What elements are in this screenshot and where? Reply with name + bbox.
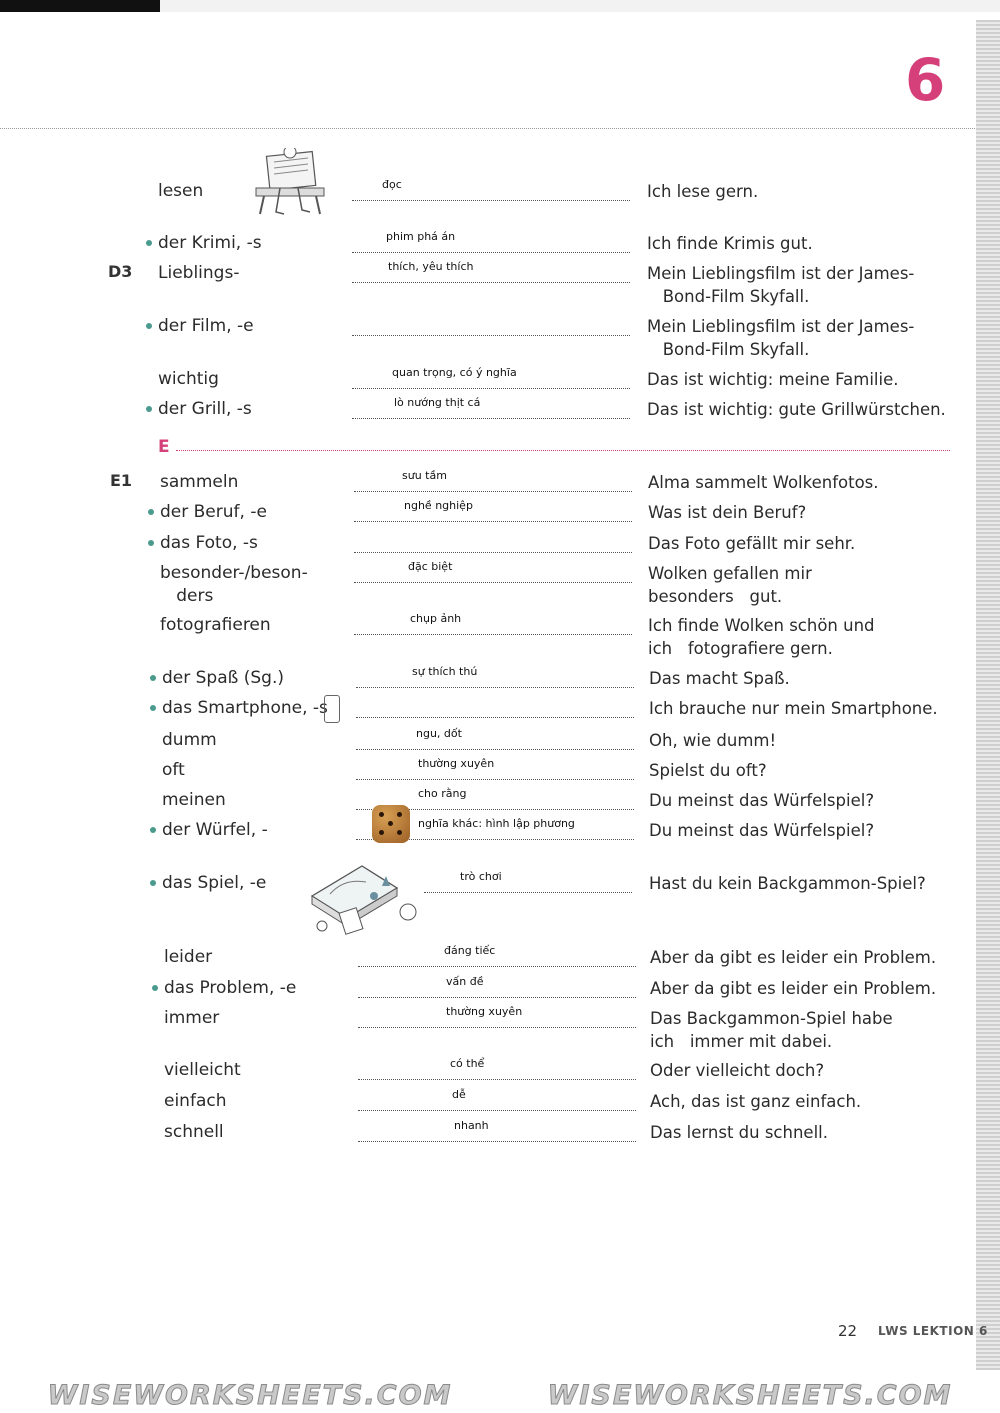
translation-answer: sự thích thú: [412, 665, 478, 678]
translation-answer: có thể: [450, 1057, 485, 1070]
translation-line[interactable]: [352, 335, 630, 336]
german-word: meinen: [162, 790, 226, 810]
example-sentence: Spielst du oft?: [649, 761, 767, 780]
german-word: das Spiel, -e: [162, 873, 267, 893]
translation-line[interactable]: [352, 282, 630, 283]
translation-answer: nhanh: [454, 1119, 489, 1132]
translation-answer: dễ: [452, 1088, 466, 1101]
example-sentence: Ich finde Wolken schön und ich fotografiere gern.: [648, 616, 875, 658]
translation-line[interactable]: [356, 749, 634, 750]
translation-line[interactable]: [358, 1079, 636, 1080]
noun-bullet-icon: [150, 827, 156, 833]
top-black-bar: [0, 0, 160, 12]
vocab-row: [0, 789, 975, 819]
example-sentence: Das ist wichtig: gute Grillwürstchen.: [647, 400, 946, 419]
translation-line[interactable]: [354, 521, 632, 522]
german-word: fotografieren: [160, 615, 271, 635]
vocab-row: [0, 532, 975, 562]
translation-answer: phim phá án: [386, 230, 456, 243]
example-sentence: Das macht Spaß.: [649, 669, 790, 688]
german-word: einfach: [164, 1091, 227, 1111]
example-sentence: Mein Lieblingsfilm ist der James- Bond-Film Skyfall.: [647, 264, 915, 306]
german-word: Lieblings-: [158, 263, 240, 283]
vocab-row: [0, 471, 975, 501]
example-sentence: Hast du kein Backgammon-Spiel?: [649, 874, 926, 893]
noun-bullet-icon: [152, 985, 158, 991]
translation-line[interactable]: [352, 388, 630, 389]
german-word: der Film, -e: [158, 316, 254, 336]
example-sentence: Alma sammelt Wolkenfotos.: [648, 473, 879, 492]
german-word: sammeln: [160, 472, 239, 492]
vocab-row: [0, 667, 975, 697]
translation-line[interactable]: [356, 687, 634, 688]
noun-bullet-icon: [148, 540, 154, 546]
example-sentence: Ich finde Krimis gut.: [647, 234, 813, 253]
watermark-banner: [0, 1378, 1000, 1413]
vocab-row: [0, 1005, 975, 1051]
translation-line[interactable]: [354, 582, 632, 583]
example-sentence: Ich lese gern.: [647, 182, 759, 201]
german-word: vielleicht: [164, 1060, 241, 1080]
translation-line[interactable]: [358, 1141, 636, 1142]
translation-line[interactable]: [424, 892, 632, 893]
translation-line[interactable]: [356, 717, 634, 718]
vocab-row: [0, 1090, 975, 1120]
example-sentence: Du meinst das Würfelspiel?: [649, 821, 875, 840]
german-word: der Würfel, -: [162, 820, 268, 840]
translation-line[interactable]: [352, 200, 630, 201]
noun-bullet-icon: [150, 880, 156, 886]
vocab-row: [0, 697, 975, 727]
example-sentence: Ich brauche nur mein Smartphone.: [649, 699, 938, 718]
header-divider: [0, 128, 975, 129]
german-word: immer: [164, 1008, 220, 1028]
translation-line[interactable]: [352, 252, 630, 253]
example-sentence: Das Backgammon-Spiel habe ich immer mit dabei.: [650, 1009, 893, 1051]
translation-line[interactable]: [352, 418, 630, 419]
section-e-label: E: [158, 437, 170, 457]
translation-answer: chụp ảnh: [410, 612, 462, 625]
example-sentence: Oh, wie dumm!: [649, 731, 777, 750]
translation-answer: trò chơi: [460, 870, 502, 883]
vocab-row: [0, 232, 975, 262]
translation-answer: vấn đề: [446, 975, 484, 988]
vocab-row: [0, 729, 975, 759]
german-word: oft: [162, 760, 185, 780]
dice-icon: [372, 805, 410, 843]
translation-answer: cho rằng: [418, 787, 467, 800]
noun-bullet-icon: [146, 406, 152, 412]
german-word: schnell: [164, 1122, 224, 1142]
german-word: der Spaß (Sg.): [162, 668, 285, 688]
german-word: lesen: [158, 181, 204, 201]
vocab-row: [0, 1121, 975, 1151]
translation-answer: đọc: [382, 178, 402, 191]
german-word: dumm: [162, 730, 217, 750]
vocab-row: [0, 398, 975, 428]
translation-answer: thường xuyên: [418, 757, 495, 770]
example-sentence: Aber da gibt es leider ein Problem.: [650, 979, 937, 998]
vocab-row: [0, 1059, 975, 1089]
watermark-text: WISEWORKSHEETS.COM: [47, 1380, 453, 1411]
translation-line[interactable]: [358, 997, 636, 998]
board-game-icon: [302, 856, 426, 938]
translation-answer: lò nướng thịt cá: [394, 396, 481, 409]
german-word: das Problem, -e: [164, 978, 297, 998]
smartphone-icon: [324, 695, 340, 723]
translation-answer: thích, yêu thích: [388, 260, 474, 273]
german-word: leider: [164, 947, 213, 967]
noun-bullet-icon: [146, 323, 152, 329]
vocab-row: [0, 819, 975, 849]
translation-line[interactable]: [358, 1110, 636, 1111]
vocab-row: [0, 946, 975, 976]
vocab-row: [0, 368, 975, 398]
section-e-divider: [176, 450, 950, 451]
exercise-code: E1: [110, 471, 133, 490]
vocab-row: [0, 759, 975, 789]
german-word: der Beruf, -e: [160, 502, 267, 522]
noun-bullet-icon: [148, 509, 154, 515]
german-word: besonder-/beson- ders: [160, 563, 308, 606]
example-sentence: Wolken gefallen mir besonders gut.: [648, 564, 812, 606]
example-sentence: Aber da gibt es leider ein Problem.: [650, 948, 937, 967]
exercise-code: D3: [108, 262, 133, 281]
example-sentence: Ach, das ist ganz einfach.: [650, 1092, 862, 1111]
example-sentence: Oder vielleicht doch?: [650, 1061, 825, 1080]
german-word: das Foto, -s: [160, 533, 258, 553]
vocab-row: [0, 977, 975, 1007]
translation-answer: đặc biệt: [408, 560, 453, 573]
top-strip: [160, 0, 1000, 12]
translation-answer: nghĩa khác: hình lập phương: [418, 817, 575, 830]
example-sentence: Was ist dein Beruf?: [648, 503, 807, 522]
vocab-row: [0, 315, 975, 359]
vocab-row: [0, 872, 975, 902]
vocab-row: [0, 612, 975, 658]
lesson-label: LWS LEKTION 6: [878, 1324, 988, 1338]
example-sentence: Das lernst du schnell.: [650, 1123, 828, 1142]
german-word: das Smartphone, -s: [162, 698, 328, 718]
translation-answer: thường xuyên: [446, 1005, 523, 1018]
noun-bullet-icon: [150, 705, 156, 711]
vocab-row: [0, 260, 975, 306]
translation-line[interactable]: [354, 491, 632, 492]
example-sentence: Das ist wichtig: meine Familie.: [647, 370, 899, 389]
translation-answer: sưu tầm: [402, 469, 447, 482]
translation-line[interactable]: [356, 779, 634, 780]
example-sentence: Du meinst das Würfelspiel?: [649, 791, 875, 810]
translation-answer: quan trọng, có ý nghĩa: [392, 366, 517, 379]
example-sentence: Mein Lieblingsfilm ist der James- Bond-Film Skyfall.: [647, 317, 915, 359]
translation-line[interactable]: [354, 552, 632, 553]
watermark-text: WISEWORKSHEETS.COM: [547, 1380, 953, 1411]
chapter-number: 6: [905, 46, 946, 114]
translation-line[interactable]: [358, 966, 636, 967]
translation-answer: ngu, dốt: [416, 727, 462, 740]
noun-bullet-icon: [146, 240, 152, 246]
vocab-row: [0, 501, 975, 531]
german-word: wichtig: [158, 369, 219, 389]
german-word: der Krimi, -s: [158, 233, 262, 253]
vocab-row: [0, 180, 975, 210]
translation-answer: đáng tiếc: [444, 944, 496, 957]
german-word: der Grill, -s: [158, 399, 252, 419]
translation-answer: nghề nghiệp: [404, 499, 473, 512]
translation-line[interactable]: [354, 634, 632, 635]
vocab-row: [0, 560, 975, 606]
scan-edge: [976, 20, 1000, 1370]
example-sentence: Das Foto gefällt mir sehr.: [648, 534, 856, 553]
page-number: 22: [838, 1322, 858, 1340]
noun-bullet-icon: [150, 675, 156, 681]
translation-line[interactable]: [358, 1027, 636, 1028]
